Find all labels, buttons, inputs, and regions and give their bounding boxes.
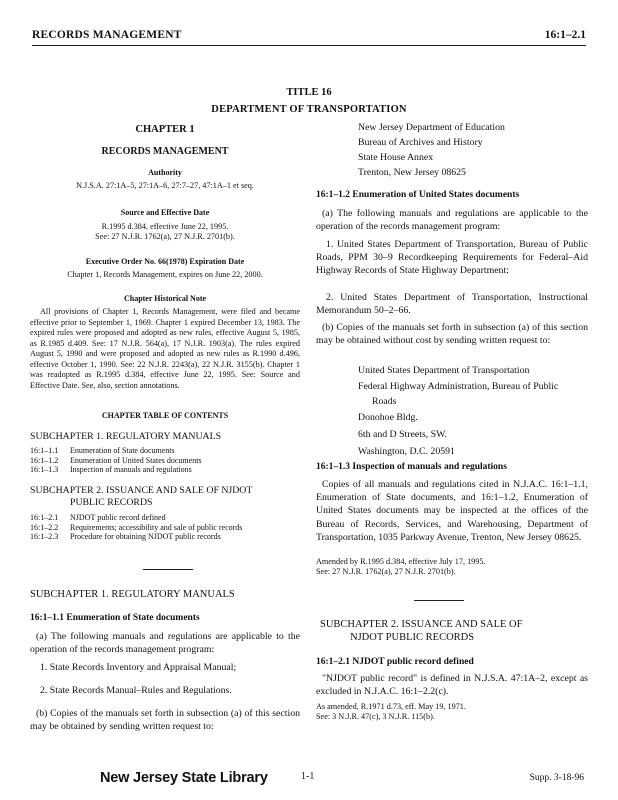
- history-heading: Chapter Historical Note: [123, 294, 207, 303]
- section-16-1-1-a: (a) The following manuals and regulations are applicable to the operation of the records management program:: [30, 631, 300, 656]
- section-16-1-1-item-2: 2. State Records Manual–Rules and Regulations.: [40, 685, 232, 696]
- toc-list-1: [30, 446, 300, 475]
- section-divider: [414, 600, 464, 601]
- subchapter-1-title: SUBCHAPTER 1. REGULATORY MANUALS: [30, 589, 235, 600]
- section-16-1-2-item-1: 1. United States Department of Transportation, Bureau of Public Roads, PPM 30–9 Recordkeeping Requirements for Federal–Aid Highway Records of State Highway Department;: [316, 239, 588, 277]
- section-16-1-3-heading: 16:1–1.3 Inspection of manuals and regulations: [316, 462, 507, 472]
- section-16-1-2-a: (a) The following manuals and regulations are applicable to the operation of the records management program:: [316, 208, 588, 233]
- department-title: DEPARTMENT OF TRANSPORTATION: [211, 104, 407, 115]
- section-16-1-1-item-1: 1. State Records Inventory and Appraisal Manual;: [40, 662, 237, 673]
- address-education: New Jersey Department of Education Bureau of Archives and History State House Annex Trenton, New Jersey 08625: [358, 122, 505, 178]
- toc-entry[interactable]: 16:1–2.3 Procedure for obtaining NJDOT public records: [30, 532, 221, 541]
- running-header-title: RECORDS MANAGEMENT: [32, 29, 182, 41]
- section-16-1-2-heading: 16:1–1.2 Enumeration of United States documents: [316, 190, 520, 200]
- expiration-text: Chapter 1, Records Management, expires on June 22, 2000.: [67, 270, 263, 279]
- authority-heading: Authority: [148, 168, 182, 177]
- section-16-1-2-1-heading: 16:1–2.1 NJDOT public record defined: [316, 657, 474, 667]
- section-16-1-2-1-amendment-2: See: 3 N.J.R. 47(c), 3 N.J.R. 115(b).: [316, 712, 435, 721]
- section-16-1-2-item-2: 2. United States Department of Transportation, Instructional Memorandum 50–2–66.: [316, 292, 588, 317]
- toc-entry[interactable]: 16:1–1.1 Enumeration of State documents: [30, 446, 175, 455]
- section-divider: [143, 569, 193, 570]
- page-number: 1-1: [301, 771, 315, 782]
- subchapter-2-title-line-1: SUBCHAPTER 2. ISSUANCE AND SALE OF: [320, 619, 523, 630]
- chapter-number: CHAPTER 1: [135, 124, 195, 135]
- source-line-1: R.1995 d.384, effective June 22, 1995.: [101, 222, 229, 231]
- section-16-1-3-amendment-1: Amended by R.1995 d.384, effective July 17, 1995.: [316, 557, 486, 566]
- toc-entry[interactable]: 16:1–1.3 Inspection of manuals and regulations: [30, 465, 192, 474]
- toc-subchapter-2-line-2: PUBLIC RECORDS: [70, 497, 153, 508]
- history-text: All provisions of Chapter 1, Records Management, were filed and became effective prior to September 1, 1969. Chapter 1 expired December 13, 1983. The expired rules were proposed and adopted as new rules, effective August 5, 1985, as R.1985 d.409. See: 17 N.J.R. 564(a), 17 N.J.R. 1903(a). The rules expired August 5, 1990 and were proposed and adopted as new rules as R.1990 d.496, effective October 1, 1990. See: 22 N.J.R. 2243(a), 22 N.J.R. 3155(b). Chapter 1 was readopted as R.1995 d.384, effective June 22, 1995. See: Source and Effective Date. See, also, section annotations.: [30, 307, 300, 390]
- toc-entry[interactable]: 16:1–2.2 Requirements; accessibility and sale of public records: [30, 522, 243, 532]
- running-header-section: 16:1–2.1: [544, 29, 586, 41]
- toc-list-2: [30, 513, 300, 542]
- toc-heading: CHAPTER TABLE OF CONTENTS: [101, 411, 229, 420]
- toc-subchapter-2-line-1: SUBCHAPTER 2. ISSUANCE AND SALE OF NJDOT: [30, 485, 253, 496]
- source-line-2: See: 27 N.J.R. 1762(a), 27 N.J.R. 2701(b).: [95, 232, 235, 241]
- toc-subchapter-1: SUBCHAPTER 1. REGULATORY MANUALS: [30, 431, 222, 442]
- section-16-1-2-b: (b) Copies of the manuals set forth in subsection (a) of this section may be obtained without cost by sending written request to:: [316, 322, 588, 347]
- section-16-1-3-text: Copies of all manuals and regulations cited in N.J.A.C. 16:1–1.1, Enumeration of State documents, and 16:1–1.2, Enumeration of United States documents may be inspected at the offices of the Bureau of Records, Services, and Warehousing, Department of Transportation, 1035 Parkway Avenue, Trenton, New Jersey 08625.: [316, 479, 588, 543]
- header-rule: [32, 45, 586, 46]
- chapter-name: RECORDS MANAGEMENT: [101, 146, 229, 157]
- source-heading: Source and Effective Date: [120, 208, 210, 217]
- section-16-1-3-amendment-2: See: 27 N.J.R. 1762(a), 27 N.J.R. 2701(b).: [316, 567, 456, 576]
- supplement-date: Supp. 3-18-96: [529, 773, 584, 783]
- library-stamp: New Jersey State Library: [100, 770, 268, 786]
- authority-text: N.J.S.A. 27:1A–5, 27:1A–6, 27:7–27, 47:1A–1 et seq.: [76, 181, 254, 190]
- subchapter-2-title-line-2: NJDOT PUBLIC RECORDS: [350, 632, 475, 643]
- section-16-1-2-1-text: "NJDOT public record" is defined in N.J.S.A. 47:1A–2, except as excluded in N.J.A.C. 16:1–2.2(c).: [316, 673, 588, 698]
- title-number: TITLE 16: [286, 87, 332, 98]
- section-16-1-1-heading: 16:1–1.1 Enumeration of State documents: [30, 613, 200, 623]
- section-16-1-2-1-amendment-1: As amended, R.1971 d.73, eff. May 19, 1971.: [316, 702, 466, 711]
- section-16-1-1-b: (b) Copies of the manuals set forth in subsection (a) of this section may be obtained by sending written request to:: [30, 708, 300, 733]
- toc-entry[interactable]: 16:1–1.2 Enumeration of United States documents: [30, 455, 202, 465]
- toc-entry[interactable]: 16:1–2.1 NJDOT public record defined: [30, 513, 166, 522]
- address-usdot: United States Department of Transportation Federal Highway Administration, Bureau of Public Roads Donohoe Bldg. 6th and D Streets, SW. Washington, D.C. 20591: [358, 365, 559, 457]
- expiration-heading: Executive Order No. 66(1978) Expiration Date: [85, 257, 245, 266]
